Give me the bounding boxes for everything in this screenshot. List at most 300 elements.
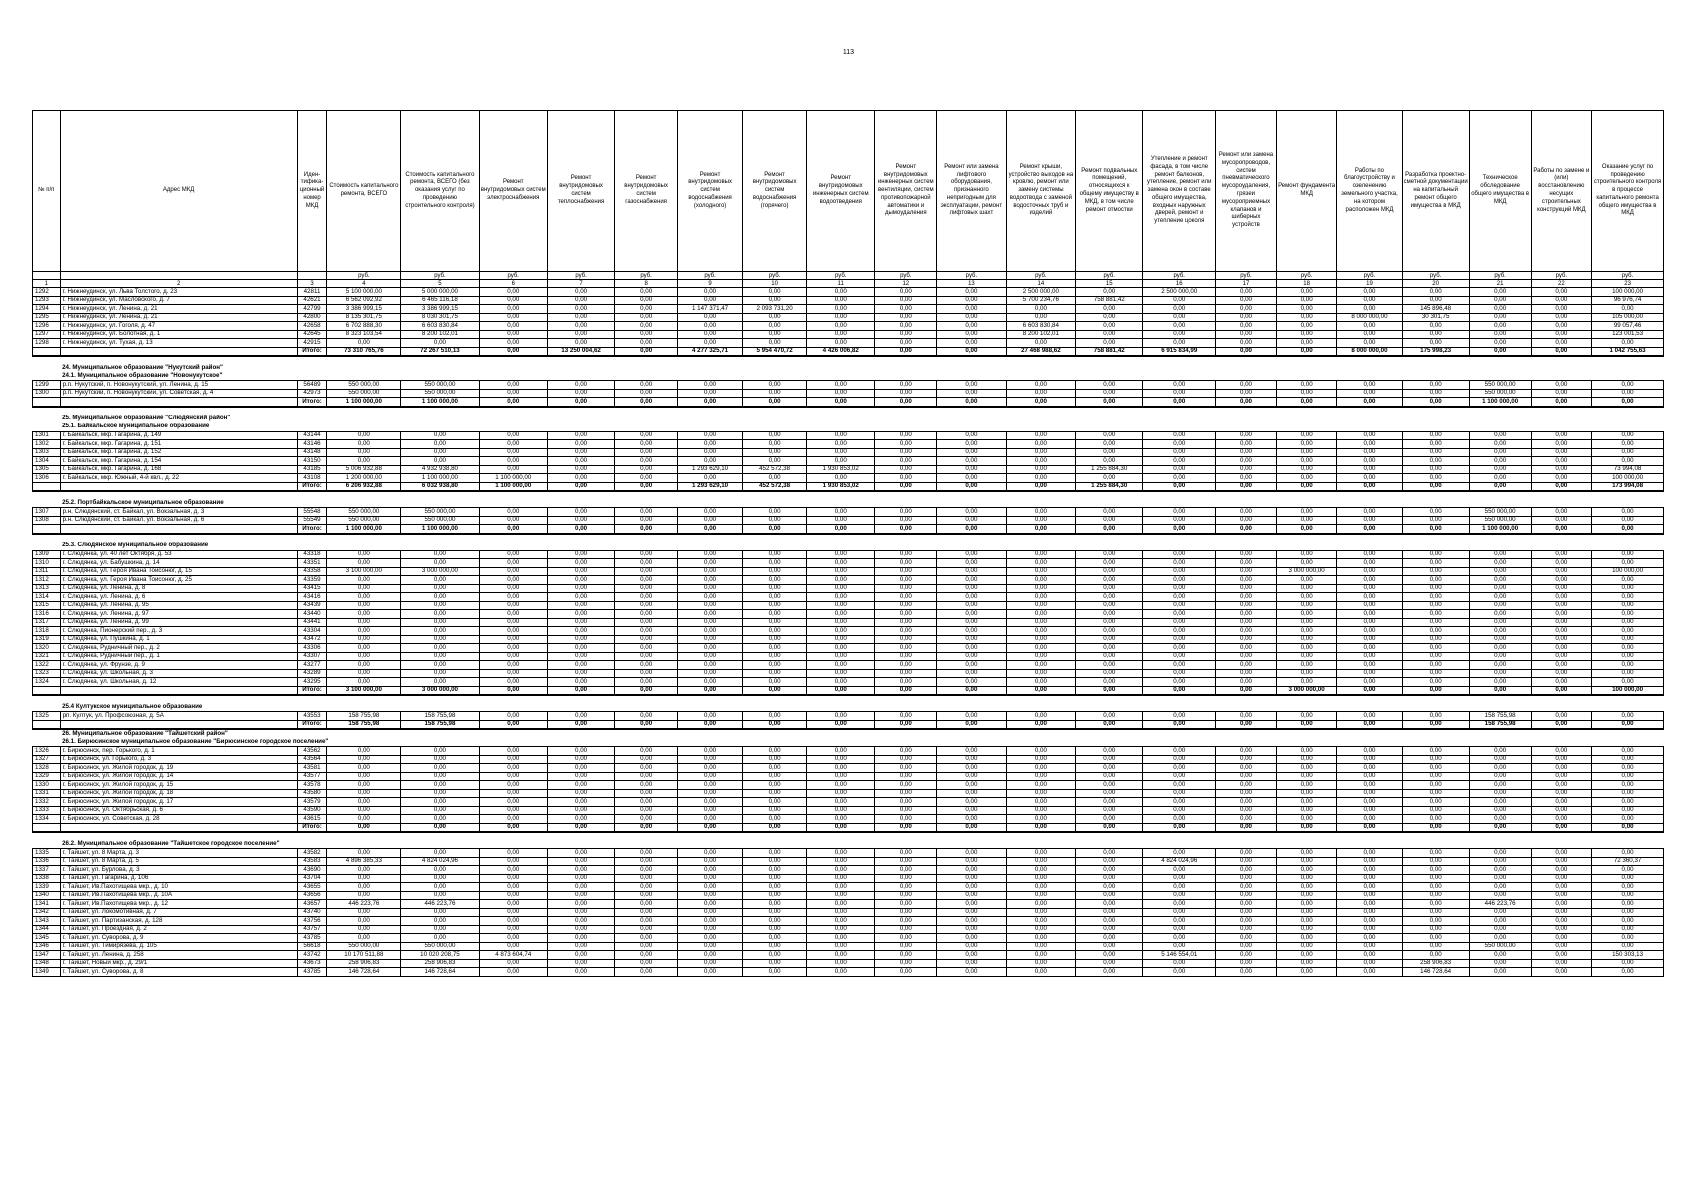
value-cell: 0,00 [1216,465,1277,474]
value-cell: 0,00 [1337,457,1402,466]
address-cell: г. Бирюсинск, ул. Октябрьская, д. 6 [60,806,297,815]
value-cell: 0,00 [807,313,875,322]
value-cell: 0,00 [547,610,614,619]
value-cell: 0,00 [1469,925,1531,934]
value-cell: 42645 [297,330,327,339]
table-row [33,635,1664,644]
value-cell: 0,00 [401,576,479,585]
value-cell: 0,00 [1531,635,1592,644]
value-cell: 4 873 604,74 [479,951,547,960]
column-number: 20 [1402,280,1469,288]
value-cell: 0,00 [1143,908,1216,917]
value-cell: 0,00 [1076,798,1143,807]
value-cell: 0,00 [615,883,678,892]
total-value-cell: 0,00 [875,823,937,832]
value-cell: 0,00 [937,635,1006,644]
value-cell: 0,00 [743,474,807,483]
value-cell: 0,00 [1006,610,1075,619]
value-cell: 0,00 [615,381,678,390]
value-cell: 0,00 [1006,900,1075,909]
value-cell: 0,00 [807,474,875,483]
column-number: 9 [678,280,743,288]
total-value-cell: 0,00 [1337,720,1402,729]
value-cell: 0,00 [807,934,875,943]
value-cell: 0,00 [1143,381,1216,390]
value-cell: 0,00 [1469,652,1531,661]
value-cell: 0,00 [1531,934,1592,943]
value-cell: 0,00 [615,448,678,457]
value-cell: 0,00 [1276,305,1337,314]
spacer-row [33,407,1664,415]
column-number: 23 [1592,280,1664,288]
value-cell: 0,00 [1337,712,1402,721]
address-cell: г. Тайшет, Ив.Пахотищева мкр., д. 10 [60,883,297,892]
value-cell: 0,00 [937,296,1006,305]
column-header: Идентификационный номер МКД [297,111,327,272]
total-value-cell: 0,00 [1006,686,1075,695]
value-cell: 0,00 [1076,584,1143,593]
value-cell: 0,00 [1276,652,1337,661]
value-cell: 0,00 [937,644,1006,653]
value-cell: 0,00 [743,798,807,807]
value-cell: 0,00 [875,959,937,968]
total-value-cell: 6 032 938,80 [401,482,479,491]
value-cell: 0,00 [1076,747,1143,756]
table-row [33,866,1664,875]
value-cell: 0,00 [807,857,875,866]
value-cell: 0,00 [1006,942,1075,951]
value-cell: 0,00 [678,593,743,602]
value-cell: 0,00 [1216,296,1277,305]
value-cell: 0,00 [1531,942,1592,951]
value-cell: 6 603 830,84 [1006,322,1075,331]
total-value-cell: 0,00 [1143,482,1216,491]
value-cell: 43277 [297,661,327,670]
value-cell: 0,00 [327,798,401,807]
total-value-cell: 0,00 [1216,525,1277,534]
row-number-cell: 1338 [33,874,61,883]
value-cell: 0,00 [479,618,547,627]
value-cell: 0,00 [327,891,401,900]
row-number-cell: 1305 [33,465,61,474]
value-cell: 0,00 [401,440,479,449]
value-cell: 0,00 [1337,917,1402,926]
value-cell: 0,00 [479,806,547,815]
total-value-cell: 0,00 [937,347,1006,356]
value-cell: 0,00 [547,815,614,824]
page-number: 113 [842,49,855,56]
value-cell: 0,00 [1337,339,1402,348]
value-cell: 0,00 [678,908,743,917]
value-cell: 0,00 [1216,908,1277,917]
total-value-cell: 0,00 [1143,525,1216,534]
value-cell: 0,00 [1337,448,1402,457]
value-cell: 0,00 [1276,288,1337,297]
value-cell: 0,00 [615,627,678,636]
section-heading-row [33,729,1664,738]
row-number-cell: 1309 [33,550,61,559]
value-cell: 0,00 [678,567,743,576]
value-cell: 0,00 [743,857,807,866]
value-cell: 0,00 [1337,925,1402,934]
value-cell: 0,00 [1337,789,1402,798]
total-value-cell: 27 468 988,62 [1006,347,1075,356]
value-cell: 0,00 [327,934,401,943]
value-cell: 0,00 [615,339,678,348]
value-cell: 43564 [297,755,327,764]
column-number: 13 [937,280,1006,288]
value-cell: 0,00 [1402,764,1469,773]
value-cell: 43704 [297,874,327,883]
value-cell: 0,00 [1531,712,1592,721]
value-cell: 0,00 [937,516,1006,525]
value-cell: 158 755,98 [327,712,401,721]
value-cell: 0,00 [743,508,807,517]
value-cell: 0,00 [678,313,743,322]
value-cell: 0,00 [1143,925,1216,934]
value-cell: 0,00 [1469,313,1531,322]
value-cell: 0,00 [1006,747,1075,756]
value-cell: 0,00 [807,917,875,926]
value-cell: 0,00 [678,635,743,644]
address-cell: г. Тайшет, ул. 8 Марта, д. 3 [60,849,297,858]
value-cell: 0,00 [875,857,937,866]
value-cell: 0,00 [1592,559,1664,568]
value-cell: 550 000,00 [401,942,479,951]
value-cell: 0,00 [1592,678,1664,687]
value-cell: 0,00 [1216,934,1277,943]
total-value-cell: 6 206 932,88 [327,482,401,491]
total-value-cell: 0,00 [1006,482,1075,491]
unit-cell: руб. [615,272,678,280]
value-cell: 43441 [297,618,327,627]
value-cell: 0,00 [807,339,875,348]
value-cell: 0,00 [547,593,614,602]
value-cell: 0,00 [1276,857,1337,866]
value-cell: 0,00 [807,959,875,968]
value-cell: 0,00 [937,849,1006,858]
value-cell: 0,00 [1006,559,1075,568]
value-cell: 0,00 [1337,866,1402,875]
value-cell: 0,00 [479,644,547,653]
value-cell: 0,00 [937,288,1006,297]
value-cell: 0,00 [743,874,807,883]
value-cell: 0,00 [1531,627,1592,636]
unit-cell: руб. [807,272,875,280]
value-cell: 0,00 [1216,755,1277,764]
value-cell: 0,00 [875,618,937,627]
value-cell: 0,00 [547,322,614,331]
value-cell: 0,00 [1276,764,1337,773]
value-cell: 0,00 [1337,593,1402,602]
value-cell: 0,00 [327,618,401,627]
value-cell: 0,00 [401,678,479,687]
value-cell: 0,00 [615,900,678,909]
value-cell: 0,00 [1531,567,1592,576]
value-cell: 0,00 [937,330,1006,339]
total-blank-cell [33,525,61,534]
value-cell: 0,00 [875,465,937,474]
total-value-cell: 0,00 [1592,398,1664,407]
value-cell: 0,00 [1531,593,1592,602]
value-cell: 3 000 000,00 [1276,567,1337,576]
value-cell: 0,00 [479,900,547,909]
value-cell: 0,00 [1469,465,1531,474]
value-cell: 8 135 301,75 [327,313,401,322]
value-cell: 158 755,98 [1469,712,1531,721]
value-cell: 0,00 [1531,764,1592,773]
value-cell: 550 000,00 [1469,942,1531,951]
row-number-cell: 1312 [33,576,61,585]
total-row [33,686,1664,695]
value-cell: 0,00 [678,559,743,568]
value-cell: 0,00 [807,516,875,525]
address-cell: г. Нижнеудинск, ул. Масловского, д. 7 [60,296,297,305]
value-cell: 0,00 [615,815,678,824]
value-cell: 0,00 [875,968,937,977]
row-number-cell: 1329 [33,772,61,781]
value-cell: 0,00 [1531,550,1592,559]
value-cell: 0,00 [807,601,875,610]
value-cell: 0,00 [1006,857,1075,866]
value-cell: 0,00 [1276,339,1337,348]
value-cell: 0,00 [1469,644,1531,653]
value-cell: 0,00 [479,798,547,807]
value-cell: 0,00 [1216,576,1277,585]
value-cell: 0,00 [1006,789,1075,798]
value-cell: 0,00 [1276,908,1337,917]
value-cell: 0,00 [1076,635,1143,644]
address-cell: г. Бирюсинск, ул. Горького, д. 3 [60,755,297,764]
total-row [33,482,1664,491]
value-cell: 0,00 [875,448,937,457]
address-cell: г. Бирюсинск, пер. Горького, д. 1 [60,747,297,756]
value-cell: 43615 [297,815,327,824]
value-cell: 0,00 [1216,669,1277,678]
total-value-cell: 0,00 [1469,686,1531,695]
column-header: Адрес МКД [60,111,297,272]
value-cell: 10 170 511,88 [327,951,401,960]
value-cell: 0,00 [743,567,807,576]
value-cell: 0,00 [1337,772,1402,781]
value-cell: 0,00 [479,678,547,687]
value-cell: 0,00 [807,798,875,807]
value-cell: 0,00 [1006,652,1075,661]
value-cell: 43306 [297,644,327,653]
row-number-cell: 1347 [33,951,61,960]
value-cell: 0,00 [1076,322,1143,331]
value-cell: 0,00 [678,951,743,960]
value-cell: 0,00 [1216,610,1277,619]
section-heading-row [33,372,1664,381]
value-cell: 0,00 [1531,849,1592,858]
value-cell: 0,00 [807,678,875,687]
value-cell: 0,00 [327,584,401,593]
value-cell: 0,00 [1402,559,1469,568]
value-cell: 0,00 [1076,661,1143,670]
column-header: Стоимость капитального ремонта, ВСЕГО (без оказания услуг по проведению строительного контроля) [401,111,479,272]
value-cell: 0,00 [678,857,743,866]
table-row [33,559,1664,568]
value-cell: 0,00 [615,661,678,670]
section-blank-cell [33,542,61,551]
value-cell: 43583 [297,857,327,866]
value-cell: 0,00 [1143,389,1216,398]
value-cell: 0,00 [1076,874,1143,883]
value-cell: 0,00 [401,925,479,934]
value-cell: 1 293 629,10 [678,465,743,474]
value-cell: 0,00 [1592,635,1664,644]
value-cell: 0,00 [327,849,401,858]
value-cell: 0,00 [327,669,401,678]
value-cell: 43580 [297,789,327,798]
total-blank-cell [33,823,61,832]
value-cell: 0,00 [1006,678,1075,687]
value-cell: 0,00 [678,440,743,449]
value-cell: 0,00 [937,305,1006,314]
value-cell: 0,00 [937,815,1006,824]
value-cell: 0,00 [875,764,937,773]
value-cell: 0,00 [1402,789,1469,798]
value-cell: 0,00 [547,669,614,678]
total-value-cell: 1 100 000,00 [327,525,401,534]
value-cell: 0,00 [1276,959,1337,968]
value-cell: 0,00 [1531,431,1592,440]
value-cell: 150 303,13 [1592,951,1664,960]
value-cell: 0,00 [401,883,479,892]
total-value-cell: 1 100 000,00 [401,525,479,534]
section-heading-row [33,499,1664,508]
value-cell: 0,00 [327,440,401,449]
value-cell: 0,00 [1076,305,1143,314]
column-header: Ремонт внутридомовых систем теплоснабжения [547,111,614,272]
total-value-cell: 1 100 000,00 [479,482,547,491]
value-cell: 0,00 [1276,798,1337,807]
value-cell: 43146 [297,440,327,449]
row-number-cell: 1343 [33,917,61,926]
value-cell: 0,00 [875,474,937,483]
value-cell: 0,00 [1402,644,1469,653]
value-cell: 0,00 [875,849,937,858]
value-cell: 0,00 [1276,644,1337,653]
table-row [33,457,1664,466]
table-row [33,917,1664,926]
value-cell: 0,00 [1006,883,1075,892]
value-cell: 0,00 [1592,339,1664,348]
value-cell: 0,00 [1216,559,1277,568]
value-cell: 0,00 [1006,951,1075,960]
value-cell: 0,00 [743,747,807,756]
value-cell: 0,00 [1143,576,1216,585]
value-cell: 0,00 [937,322,1006,331]
value-cell: 1 255 884,30 [1076,465,1143,474]
value-cell: 0,00 [1402,322,1469,331]
value-cell: 0,00 [1076,457,1143,466]
value-cell: 0,00 [1469,431,1531,440]
section-heading: 26.2. Муниципальное образование "Тайшетское городское поселение" [62,840,280,847]
value-cell: 0,00 [1402,576,1469,585]
unit-cell: руб. [1402,272,1469,280]
value-cell: 0,00 [615,516,678,525]
table-row [33,661,1664,670]
value-cell: 0,00 [1216,968,1277,977]
section-heading: 24.1. Муниципальное образование "Новонукутское" [62,372,223,379]
value-cell: 0,00 [1143,440,1216,449]
value-cell: 0,00 [1469,618,1531,627]
value-cell: 0,00 [807,942,875,951]
table-row [33,900,1664,909]
total-value-cell: 0,00 [1402,398,1469,407]
address-cell: г. Слюдянка, ул. Фрунзе, д. 9 [60,661,297,670]
value-cell: 0,00 [1531,559,1592,568]
row-number-cell: 1302 [33,440,61,449]
total-value-cell: 0,00 [1216,347,1277,356]
value-cell: 0,00 [1469,457,1531,466]
address-cell: г. Слюдянка, ул. Героя Ивана Тоисонюг, д. 25 [60,576,297,585]
value-cell: 3 386 999,15 [401,305,479,314]
value-cell: 0,00 [1076,601,1143,610]
value-cell: 0,00 [547,305,614,314]
table-row [33,908,1664,917]
row-number-cell: 1296 [33,322,61,331]
value-cell: 0,00 [1337,644,1402,653]
section-heading-row [33,415,1664,423]
address-cell: г. Тайшет, ул. Ленина, д. 258 [60,951,297,960]
value-cell: 0,00 [1402,635,1469,644]
value-cell: 6 465 116,18 [401,296,479,305]
column-header: Разработка проектно-сметной документации на капитальный ремонт общего имущества в МКД [1402,111,1469,272]
value-cell: 0,00 [1006,669,1075,678]
value-cell: 0,00 [1402,849,1469,858]
table-row [33,550,1664,559]
value-cell: 0,00 [937,968,1006,977]
value-cell: 0,00 [743,516,807,525]
value-cell: 0,00 [1143,891,1216,900]
value-cell: 0,00 [1276,900,1337,909]
value-cell: 0,00 [547,339,614,348]
value-cell: 0,00 [1076,951,1143,960]
section-heading: 25.2. Портбайкальское муниципальное образование [62,499,224,506]
value-cell: 0,00 [1143,516,1216,525]
value-cell: 0,00 [807,891,875,900]
value-cell: 0,00 [401,849,479,858]
value-cell: 0,00 [547,959,614,968]
value-cell: 0,00 [615,891,678,900]
section-heading-row [33,542,1664,551]
value-cell: 42973 [297,389,327,398]
column-number: 2 [60,280,297,288]
value-cell: 0,00 [678,866,743,875]
value-cell: 0,00 [1216,508,1277,517]
value-cell: 550 000,00 [1469,389,1531,398]
value-cell: 0,00 [1006,934,1075,943]
value-cell: 4 896 385,33 [327,857,401,866]
row-number-cell: 1299 [33,381,61,390]
value-cell: 0,00 [875,644,937,653]
capital-repair-register-table [32,110,1664,977]
value-cell: 0,00 [1006,635,1075,644]
value-cell: 0,00 [479,601,547,610]
unit-cell: руб. [1531,272,1592,280]
value-cell: 0,00 [1531,322,1592,331]
value-cell: 0,00 [615,618,678,627]
value-cell: 0,00 [743,755,807,764]
value-cell: 0,00 [1402,806,1469,815]
value-cell: 0,00 [678,669,743,678]
value-cell: 0,00 [479,866,547,875]
value-cell: 0,00 [1143,968,1216,977]
total-label: Итого: [297,482,327,491]
